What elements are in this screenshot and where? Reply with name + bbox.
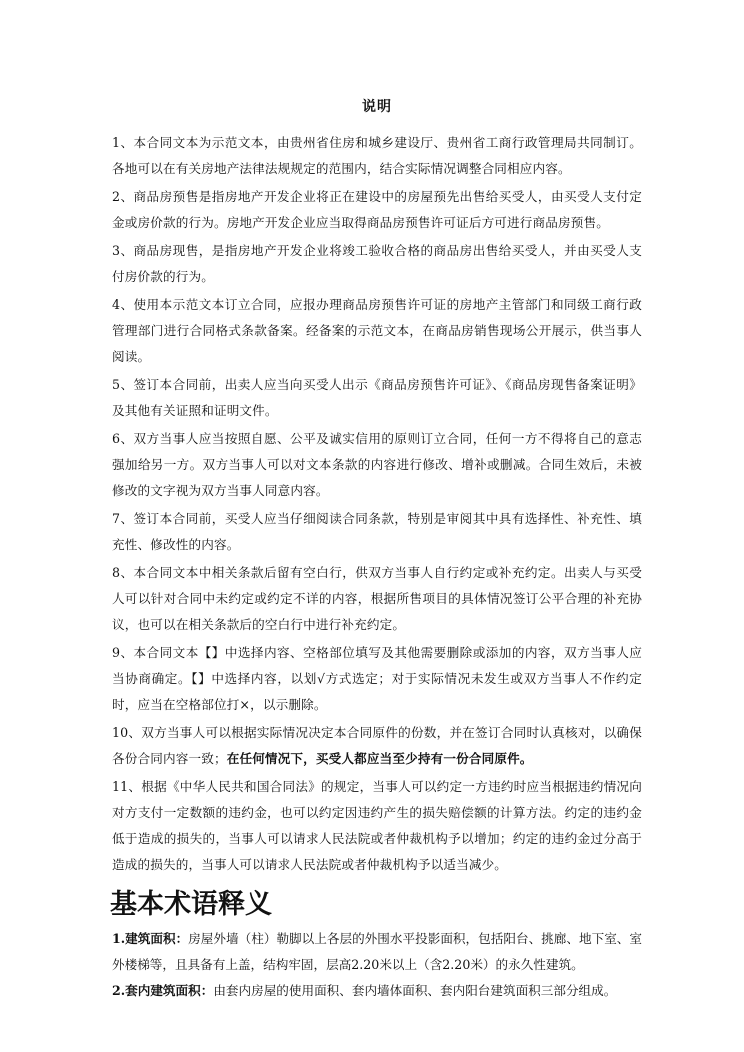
term-1-label: 1.建筑面积：	[112, 931, 189, 946]
document-body	[112, 96, 642, 1004]
section-title: 基本术语释义	[110, 889, 272, 920]
term-2-text: 由套内房屋的使用面积、套内墙体面积、套内阳台建筑面积三部分组成。	[213, 983, 617, 998]
paragraph-3: 3、商品房现售，是指房地产开发企业将竣工验收合格的商品房出售给买受人，并由买受人支付房价款的行为。	[112, 243, 642, 284]
paragraph-11: 11、根据《中华人民共和国合同法》的规定，当事人可以约定一方违约时应当根据违约情况向对方支付一定数额的违约金，也可以约定因违约产生的损失赔偿额的计算方法。约定的违约金低于造成的损失的，当事人可以请求人民法院或者仲裁机构予以增加；约定的违约金过分高于造成的损失的，当事人可以请求人民法院或者仲裁机构予以适当减少。	[112, 779, 642, 872]
term-2	[112, 978, 642, 1004]
paragraph-2: 2、商品房预售是指房地产开发企业将正在建设中的房屋预先出售给买受人，由买受人支付定金或房价款的行为。房地产开发企业应当取得商品房预售许可证后方可进行商品房预售。	[112, 189, 642, 230]
term-1	[112, 926, 642, 978]
paragraph-5: 5、签订本合同前，出卖人应当向买受人出示《商品房预售许可证》、《商品房现售备案证明》及其他有关证照和证明文件。	[112, 377, 642, 418]
paragraph-10: 10、双方当事人可以根据实际情况决定本合同原件的份数，并在签订合同时认真核对，以确保各份合同内容一致；在任何情况下，买受人都应当至少持有一份合同原件。	[112, 725, 642, 766]
paragraph-4: 4、使用本示范文本订立合同，应报办理商品房预售许可证的房地产主管部门和同级工商行政管理部门进行合同格式条款备案。经备案的示范文本，在商品房销售现场公开展示，供当事人阅读。	[112, 297, 642, 364]
paragraph-8: 8、本合同文本中相关条款后留有空白行，供双方当事人自行约定或补充约定。出卖人与买受人可以针对合同中未约定或约定不详的内容，根据所售项目的具体情况签订公平合理的补充协议，也可以在相关条款后的空白行中进行补充约定。	[112, 565, 642, 632]
paragraph-9: 9、本合同文本【】中选择内容、空格部位填写及其他需要删除或添加的内容，双方当事人应当协商确定。【】中选择内容，以划√方式选定；对于实际情况未发生或双方当事人不作约定时，应当在空格部位打×，以示删除。	[112, 645, 642, 712]
term-1-text: 房屋外墙（柱）勒脚以上各层的外围水平投影面积，包括阳台、挑廊、地下室、室外楼梯等，且具备有上盖，结构牢固，层高2.20米以上（含2.20米）的永久性建筑。	[112, 931, 643, 972]
paragraph-6: 6、双方当事人应当按照自愿、公平及诚实信用的原则订立合同，任何一方不得将自己的意志强加给另一方。双方当事人可以对文本条款的内容进行修改、增补或删减。合同生效后，未被修改的文字视为双方当事人同意内容。	[112, 431, 642, 498]
paragraph-7: 7、签订本合同前，买受人应当仔细阅读合同条款，特别是审阅其中具有选择性、补充性、填充性、修改性的内容。	[112, 511, 642, 552]
page-heading: 说明	[362, 99, 392, 115]
paragraph-10-emphasis: 在任何情况下，买受人都应当至少持有一份合同原件。	[226, 751, 533, 766]
term-2-label: 2.套内建筑面积：	[112, 983, 214, 998]
paragraph-1: 1、本合同文本为示范文本，由贵州省住房和城乡建设厅、贵州省工商行政管理局共同制订。各地可以在有关房地产法律法规规定的范围内，结合实际情况调整合同相应内容。	[112, 135, 642, 176]
